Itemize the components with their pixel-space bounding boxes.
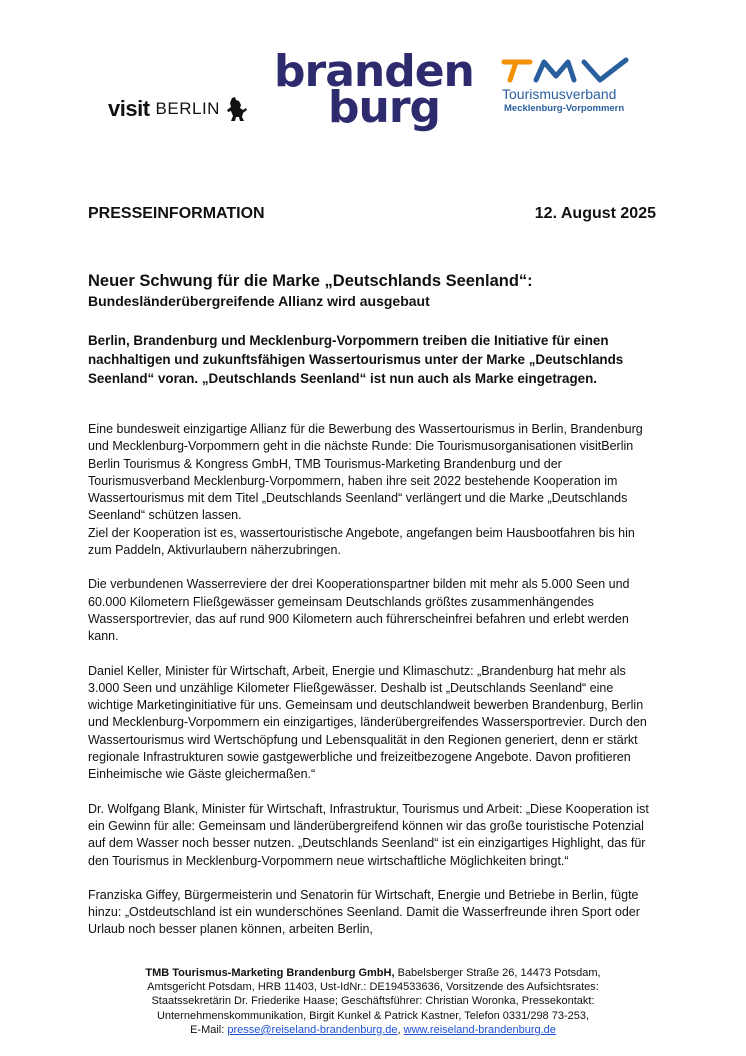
body-paragraph: Ziel der Kooperation ist es, wassertouristische Angebote, angefangen beim Hausbootfahren bis hin zum Paddeln, Aktivurlaubern näherzubringen. [88,525,635,558]
footer-address: Babelsberger Straße 26, 14473 Potsdam, [394,967,601,979]
headline-title: Neuer Schwung für die Marke „Deutschlands Seenland“: [88,272,533,290]
brandenburg-line2: burg [328,82,441,133]
footer-email-link[interactable]: presse@reiseland-brandenburg.de [227,1023,398,1036]
tmv-mark-icon [500,54,632,84]
headline-subtitle: Bundesländerübergreifende Allianz wird ausgebaut [88,293,430,309]
footer-email-label: E-Mail: [190,1023,228,1036]
visit-berlin-logo [108,96,248,122]
press-label: PRESSEINFORMATION [88,205,265,222]
footer-separator: , [397,1023,404,1036]
tmv-name: Tourismusverband [502,86,617,102]
body-paragraph: Die verbundenen Wasserreviere der drei Kooperationspartner bilden mit mehr als 5.000 Seen und 60.000 Kilometern Fließgewässer gemeinsam Deutschlands größtes zusammenhängendes Wassersportrevier, das auf rund 900 Kilometern auch führerscheinfrei befahren und erlebt werden kann. [88,577,630,644]
footer [60,966,686,1037]
footer-management: Staatssekretärin Dr. Friederike Haase; Geschäftsführer: Christian Woronka, Pressekontakt: [151,995,595,1008]
body-paragraph: Eine bundesweit einzigartige Allianz für die Bewerbung des Wassertourismus in Berlin, Brandenburg und Mecklenburg-Vorpommern geht in die nächste Runde: Die Tourismusorganisationen visitBerlin Berlin Tourismus & Kongress GmbH, TMB Tourismus-Marketing Brandenburg und der Tourismusverband Mecklenburg-Vorpommern, haben ihre seit 2022 bestehende Kooperation im Wassertourismus mit dem Titel „Deutschlands Seenland“ verlängert und die Marke „Deutschlands Seenland“ schützen lassen. [88,422,643,523]
berlin-bear-icon [226,96,248,122]
footer-company: TMB Tourismus-Marketing Brandenburg GmbH, [145,967,395,979]
brandenburg-logo [274,48,474,133]
logo-row [0,0,746,140]
berlin-word: BERLIN [155,99,220,118]
visit-word: visit [108,96,150,121]
footer-contact: Unternehmenskommunikation, Birgit Kunkel & Patrick Kastner, Telefon 0331/298 73-253, [156,1009,590,1022]
tmv-region: Mecklenburg-Vorpommern [504,103,625,114]
footer-register: Amtsgericht Potsdam, HRB 11403, Ust-IdNr.: DE194533636, Vorsitzende des Aufsichtsrates: [147,981,599,994]
footer-website-link[interactable]: www.reiseland-brandenburg.de [403,1023,556,1036]
body-paragraph: Daniel Keller, Minister für Wirtschaft, Arbeit, Energie und Klimaschutz: „Brandenburg hat mehr als 3.000 Seen und unzählige Kilometer Fließgewässer. Deshalb ist „Deutschlands Seenland“ eine wichtige Marketinginitiative für uns. Gemeinsam und deutschlandweit bewerben Brandenburg, Berlin und Mecklenburg-Vorpommern ein einzigartiges, länderübergreifendes Wassersportrevier. Durch den Wassertourismus wird Wertschöpfung und Lebensqualität in den Regionen generiert, denn er stärkt regionale Infrastrukturen sowie gastgewerbliche und freizeitbezogene Angebote. Davon profitieren Einheimische wie Gäste gleichermaßen.“ [88,663,647,782]
press-date: 12. August 2025 [534,205,656,222]
lead-paragraph: Berlin, Brandenburg und Mecklenburg-Vorpommern treiben die Initiative für einen nachhaltigen und zukunftsfähigen Wassertourismus unter der Marke „Deutschlands Seenland“ voran. „Deutschlands Seenland“ ist nun auch als Marke eingetragen. [88,333,624,386]
tmv-logo [500,54,632,114]
body-paragraph: Franziska Giffey, Bürgermeisterin und Senatorin für Wirtschaft, Energie und Betriebe in Berlin, fügte hinzu: „Ostdeutschland ist ein wunderschönes Seenland. Damit die Wasserfreunde ihren Sport oder Urlaub noch besser planen können, arbeiten Berlin, [88,887,640,937]
body-text [88,421,660,956]
body-paragraph: Dr. Wolfgang Blank, Minister für Wirtschaft, Infrastruktur, Tourismus und Arbeit: „Diese Kooperation ist ein Gewinn für alle: Gemeinsam und länderübergreifend können wir das große touristische Potenzial auf dem Wasser noch besser nutzen. „Deutschlands Seenland“ ist ein einzigartiges Highlight, das für den Tourismus in Mecklenburg-Vorpommern neue wirtschaftliche Möglichkeiten bringt.“ [88,801,649,868]
brandenburg-line1: branden [274,48,474,97]
